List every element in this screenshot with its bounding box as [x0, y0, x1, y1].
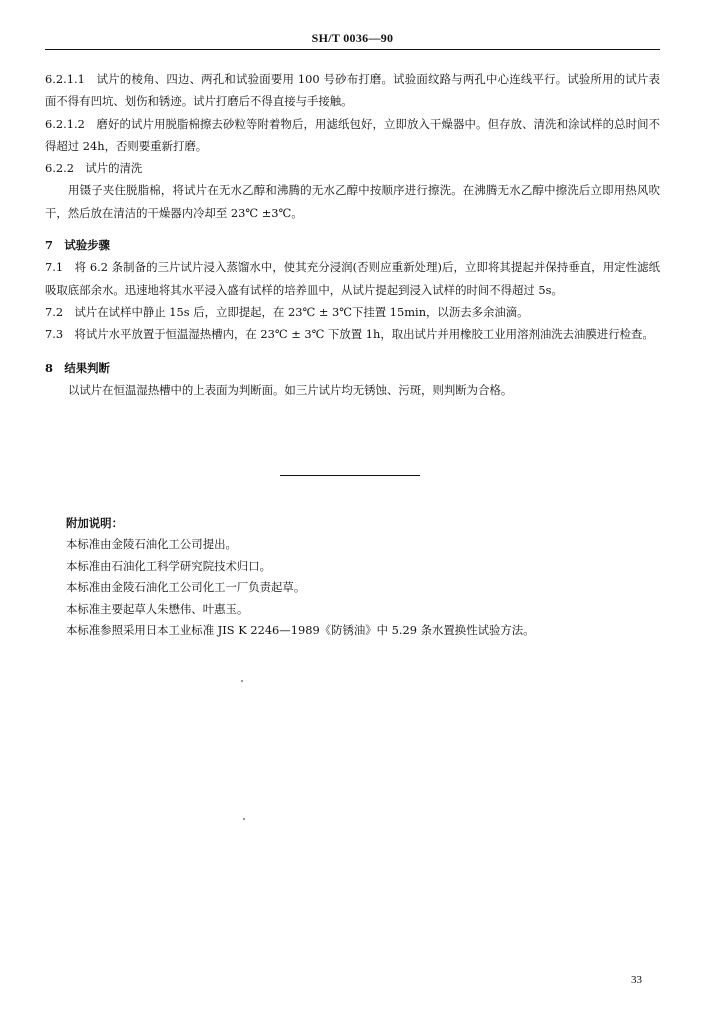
- addendum-line: 本标准主要起草人朱懋伟、叶惠玉。: [66, 601, 249, 616]
- end-separator-rule: [280, 475, 420, 476]
- clause-7-2: 7.2 试片在试样中静止 15s 后，立即提起，在 23℃ ± 3℃下挂置 15min，以沥去多余油滴。: [45, 304, 529, 319]
- section-7-heading: 7 试验步骤: [45, 238, 110, 253]
- clause-6-2-1-2: 6.2.1.2 磨好的试片用脱脂棉擦去砂粒等附着物后，用滤纸包好，立即放入干燥器中。但存放、清洗和涂试样的总时间不得超过 24h，否则要重新打磨。: [45, 116, 660, 153]
- addendum: [66, 513, 626, 641]
- clause-6-2-1-1: 6.2.1.1 试片的棱角、四边、两孔和试验面要用 100 号砂布打磨。试验面纹路与两孔中心连线平行。试验所用的试片表面不得有凹坑、划伤和锈迹。试片打磨后不得直接与手接触。: [45, 72, 660, 109]
- section-8-body: 以试片在恒温湿热槽中的上表面为判断面。如三片试片均无锈蚀、污斑，则判断为合格。: [68, 382, 513, 397]
- addendum-line: 本标准由金陵石油化工公司化工一厂负责起草。: [66, 580, 306, 595]
- standard-code-header: SH/T 0036—90: [311, 31, 394, 45]
- addendum-title: 附加说明：: [66, 516, 123, 530]
- clause-7-1: 7.1 将 6.2 条制备的三片试片浸入蒸馏水中，使其充分浸润(否则应重新处理)后，立即将其提起并保持垂直，用定性滤纸吸取底部余水。迅速地将其水平浸入盛有试样的培养皿中，从试片提起到浸入试样的时间不得超过 5s。: [45, 260, 660, 297]
- section-8-heading: 8 结果判断: [45, 360, 110, 375]
- body-text: [45, 68, 660, 401]
- scan-speck: [243, 818, 245, 820]
- page-number: 33: [631, 974, 642, 986]
- addendum-line: 本标准由石油化工科学研究院技术归口。: [66, 558, 272, 573]
- clause-7-3: 7.3 将试片水平放置于恒温湿热槽内，在 23℃ ± 3℃ 下放置 1h，取出试片并用橡胶工业用溶剂油洗去油膜进行检查。: [45, 327, 654, 342]
- clause-6-2-2-heading: 6.2.2 试片的清洗: [45, 161, 143, 176]
- addendum-line: 本标准由金陵石油化工公司提出。: [66, 537, 237, 552]
- clause-6-2-2-body: 用镊子夹住脱脂棉，将试片在无水乙醇和沸腾的无水乙醇中按顺序进行擦洗。在沸腾无水乙醇中擦洗后立即用热风吹干，然后放在清洁的干燥器内冷却至 23℃ ±3℃。: [45, 183, 660, 220]
- scan-speck: [241, 680, 243, 682]
- addendum-line: 本标准参照采用日本工业标准 JIS K 2246—1989《防锈油》中 5.29 条水置换性试验方法。: [66, 623, 535, 638]
- header-rule: [45, 49, 660, 50]
